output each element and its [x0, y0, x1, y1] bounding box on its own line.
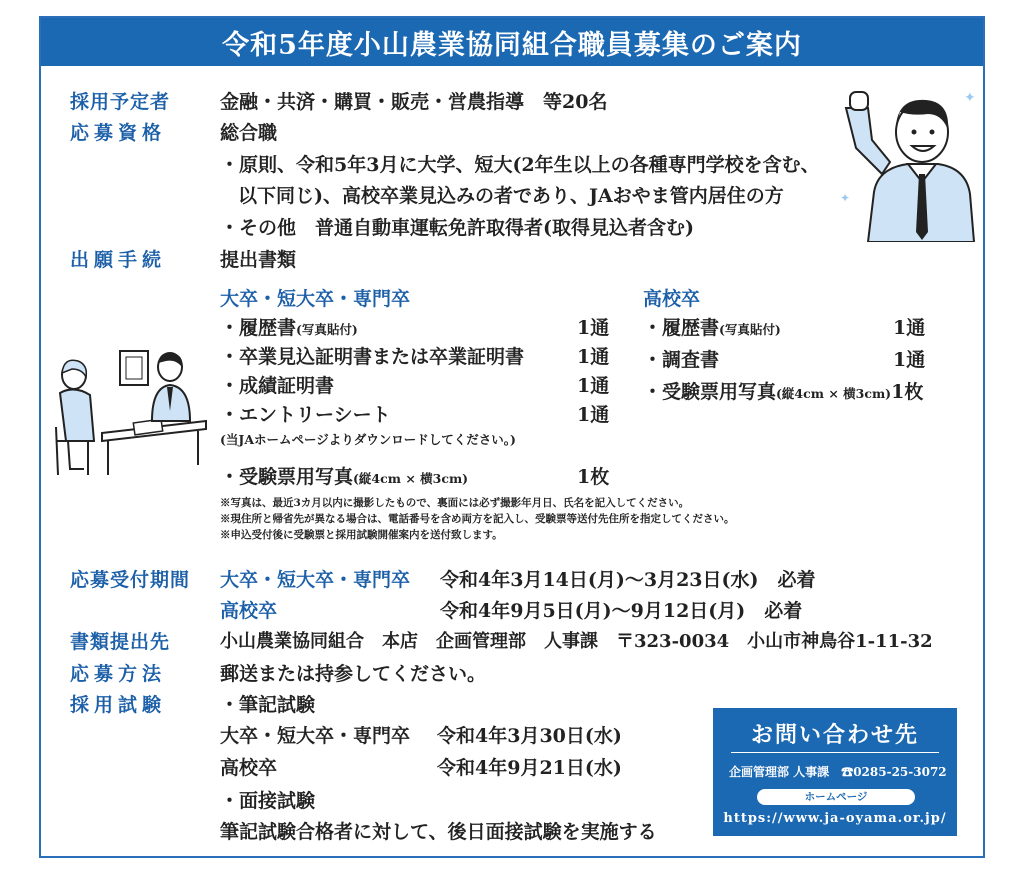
univ-doc-qty: 1通 — [577, 317, 610, 339]
period-univ-dates: 令和4年3月14日(月)～3月23日(水) 必着 — [440, 569, 816, 591]
qualification-line1: ・原則、令和5年3月に大学、短大(2年生以上の各種専門学校を含む、 — [220, 154, 820, 176]
period-high-dates: 令和4年9月5日(月)～9月12日(月) 必着 — [440, 600, 803, 622]
exam-high-label: 高校卒 — [220, 757, 278, 779]
period-univ-label: 大卒・短大卒・専門卒 — [220, 569, 411, 591]
recruits-text: 金融・共済・購買・販売・営農指導 等20名 — [220, 91, 608, 113]
phone-number: ☎0285-25-3072 — [841, 765, 947, 779]
svg-text:✦: ✦ — [840, 191, 851, 205]
interview-illustration — [48, 345, 208, 485]
procedure-note: ※現住所と帰省先が異なる場合は、電話番号を含め両方を記入し、受験票等送付先住所を指定してください。 — [220, 513, 735, 525]
univ-doc-item: ・成績証明書 — [220, 375, 335, 397]
high-doc-qty: 1通 — [893, 317, 926, 339]
label-recruits: 採用予定者 — [70, 91, 171, 113]
label-submit-to: 書類提出先 — [70, 631, 171, 653]
label-procedure: 出願手続 — [70, 249, 167, 271]
homepage-url[interactable]: https://www.ja-oyama.or.jp/ — [723, 811, 947, 826]
high-doc-item: ・調査書 — [643, 349, 720, 371]
submit-to-text: 小山農業協同組合 本店 企画管理部 人事課 〒323-0034 小山市神鳥谷1-11-32 — [220, 631, 933, 652]
qualification-line3: ・その他 普通自動車運転免許取得者(取得見込者含む) — [220, 217, 694, 239]
high-doc-item: ・受験票用写真(縦4cm × 横3cm)1枚 — [643, 381, 924, 403]
exam-interview-note: 筆記試験合格者に対して、後日面接試験を実施する — [220, 821, 657, 843]
exam-univ-label: 大卒・短大卒・専門卒 — [220, 725, 411, 747]
procedure-heading: 提出書類 — [220, 249, 297, 271]
label-period: 応募受付期間 — [70, 569, 191, 591]
univ-doc-item: ・卒業見込証明書または卒業証明書 — [220, 346, 525, 368]
man-cheering-illustration — [838, 82, 978, 242]
univ-docs-heading: 大卒・短大卒・専門卒 — [220, 288, 411, 310]
qualification-type: 総合職 — [220, 122, 278, 144]
contact-title: お問い合わせ先 — [750, 722, 919, 748]
download-note: (当JAホームページよりダウンロードしてください。) — [220, 432, 516, 447]
exam-interview: ・面接試験 — [220, 790, 316, 812]
contact-divider — [731, 752, 939, 753]
exam-written: ・筆記試験 — [220, 694, 316, 716]
high-doc-qty: 1通 — [893, 349, 926, 371]
qualification-line2: 以下同じ)、高校卒業見込みの者であり、JAおやま管内居住の方 — [238, 185, 784, 207]
homepage-badge: ホームページ — [757, 789, 915, 805]
procedure-note: ※申込受付後に受験票と採用試験開催案内を送付致します。 — [220, 529, 503, 541]
contact-dept: 企画管理部 人事課 ☎0285-25-3072 — [729, 765, 947, 779]
method-text: 郵送または持参してください。 — [220, 663, 487, 685]
svg-text:✦: ✦ — [964, 90, 976, 106]
page-title: 令和5年度小山農業協同組合職員募集のご案内 — [41, 18, 983, 66]
label-qualification: 応募資格 — [70, 122, 167, 144]
univ-doc-item: ・エントリーシート — [220, 404, 391, 426]
contact-box — [713, 708, 957, 836]
univ-photo-qty: 1枚 — [577, 466, 610, 488]
univ-doc-item: ・履歴書(写真貼付) — [220, 317, 358, 339]
univ-doc-qty: 1通 — [577, 346, 610, 368]
procedure-note: ※写真は、最近3カ月以内に撮影したもので、裏面には必ず撮影年月日、氏名を記入してください。 — [220, 497, 690, 509]
label-exam: 採用試験 — [70, 694, 167, 716]
exam-univ-date: 令和4年3月30日(水) — [437, 725, 622, 747]
univ-photo-item: ・受験票用写真(縦4cm × 横3cm) — [220, 466, 469, 488]
univ-doc-qty: 1通 — [577, 375, 610, 397]
univ-doc-qty: 1通 — [577, 404, 610, 426]
high-doc-item: ・履歴書(写真貼付) — [643, 317, 781, 339]
period-high-label: 高校卒 — [220, 600, 278, 622]
exam-high-date: 令和4年9月21日(水) — [437, 757, 622, 779]
label-method: 応募方法 — [70, 663, 167, 685]
high-docs-heading: 高校卒 — [643, 288, 701, 310]
